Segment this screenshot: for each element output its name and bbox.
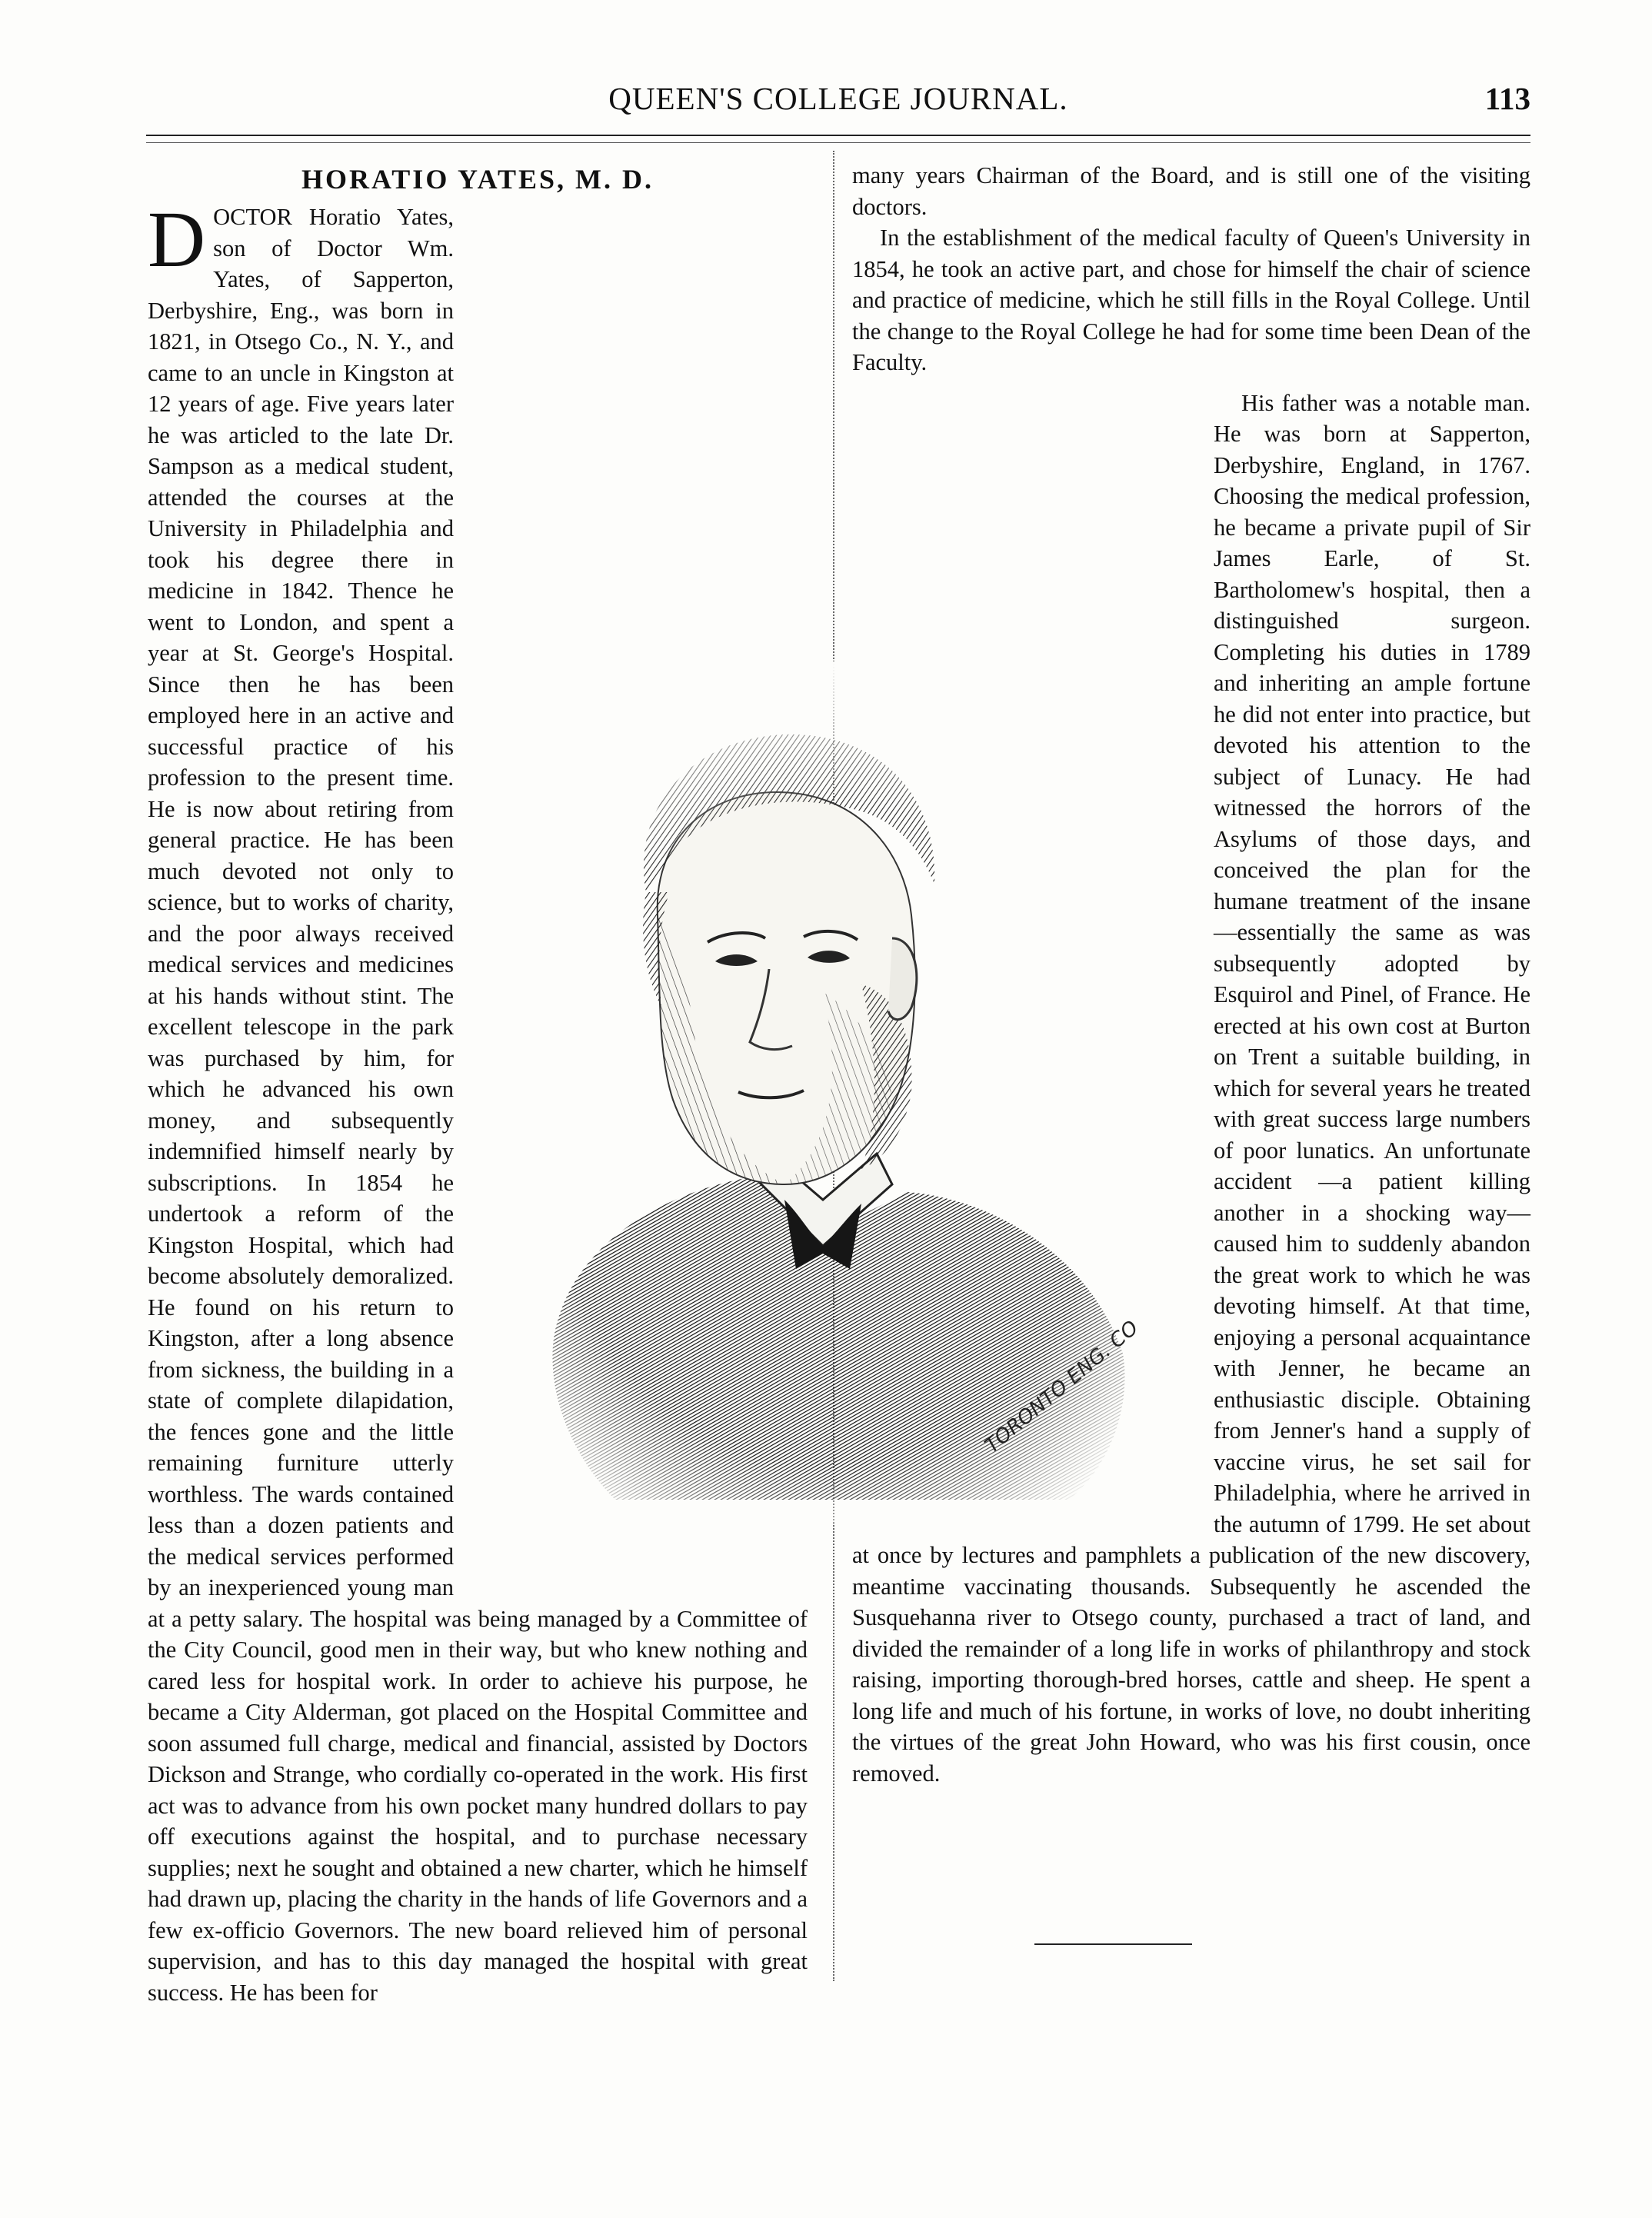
end-rule: [1034, 1943, 1192, 1945]
header-rule: [146, 135, 1530, 136]
article-paragraph-4: His father was a notable man. He was born at Sapperton, Derbyshire, England, in 1767. Choosing the medical profession, he became a private pupil of Sir James Earle, of St. Bartholomew's hospital, then a distinguished surgeon. Completing his duties in 1789 and inheriting an ample fortune he did not enter into practice, but devoted his attention to the subject of Lunacy. He had witnessed the horrors of the Asylums of those days, and conceived the plan for the humane treatment of the insane—essentially the same as was subsequently adopted by Esquirol and Pinel, of France. He erected at his own cost at Burton on Trent a suitable building, in which for several years he treated with great success large numbers of poor lunatics. An unfortunate accident —a patient killing another in a shocking way—caused him to suddenly abandon the great work to which he was devoting himself. At that time, enjoying a personal acquaintance with Jenner, he became an enthusiastic disciple. Obtaining from Jenner's hand a supply of vaccine virus, he set sail for Philadelphia, where he arrived in the autumn of 1799. He set about at once by lectures and pamphlets a publication of the new discovery, meantime vaccinating thousands. Subsequently he ascended the Susquehanna river to Otsego county, purchased a tract of land, and divided the remainder of a long life in works of philanthropy and stock raising, importing thorough-bred horses, cattle and sheep. He spent a long life and much of his fortune, in works of love, no doubt inheriting the virtues of the great John Howard, who was his first cousin, once removed.: [852, 389, 1530, 1787]
article-title: HORATIO YATES, M. D.: [301, 164, 654, 195]
article-paragraph-2: many years Chairman of the Board, and is still one of the visiting doctors.: [852, 162, 1530, 220]
article-text-left: OCTOR Horatio Yates, son of Doctor Wm. Yates, of Sapperton, Derbyshire, Eng., was born in 1821, in Otsego Co., N. Y., and came to an uncle in Kingston at 12 years of age. Five years later he was articled to the late Dr. Sampson as a medical student, attended the courses at the University in Philadelphia and took his degree there in medicine in 1842. Thence he went to London, and spent a year at St. George's Hospital. Since then he has been employed here in an active and successful practice of his profession to the present time. He is now about retiring from general practice. He has been much devoted not only to science, but to works of charity, and the poor always received medical services and medicines at his hands without stint. The excellent telescope in the park was purchased by him, for which he advanced his own money, and subsequently indemnified himself nearly by subscriptions. In 1854 he undertook a reform of the Kingston Hospital, which had become absolutely demoralized. He found on his return to Kingston, after a long absence from sickness, the building in a state of complete dilapidation, the fences gone and the little remaining furniture utterly worthless. The wards contained less than a dozen patients and the medical services performed by an inexperienced young man at a petty salary. The hospital was being managed by a Committee of the City Council, good men in their way, but who knew nothing and cared less for hospital work. In order to achieve his purpose, he became a City Alderman, got placed on the Hospital Committee and soon assumed full charge, medical and financial, assisted by Doctors Dickson and Strange, who cordially co-operated in the work. His first act was to advance from his own pocket many hundred dollars to pay off executions against the hospital, and to purchase necessary supplies; next he sought and obtained a new charter, which he himself had drawn up, placing the charity in the hands of life Governors and a few ex-officio Governors. The new board relieved him of personal supervision, and has to this day managed the hospital with great success. He has been for: [148, 204, 808, 2006]
portrait-illustration: [461, 661, 1192, 1523]
header-rule-thin: [146, 142, 1530, 143]
page-number: 113: [1484, 81, 1530, 116]
page-header: [146, 77, 1530, 123]
drop-cap: D: [148, 195, 206, 284]
portrait-engraving: [461, 661, 1192, 1523]
engraver-mark: TORONTO ENG. CO: [981, 1316, 1144, 1458]
journal-title: QUEEN'S COLLEGE JOURNAL.: [608, 81, 1068, 116]
article-paragraph-3: In the establishment of the medical faculty of Queen's University in 1854, he took an active part, and chose for himself the chair of science and practice of medicine, which he still fills in the Royal College. Until the change to the Royal College he had for some time been Dean of the Faculty.: [852, 225, 1530, 375]
